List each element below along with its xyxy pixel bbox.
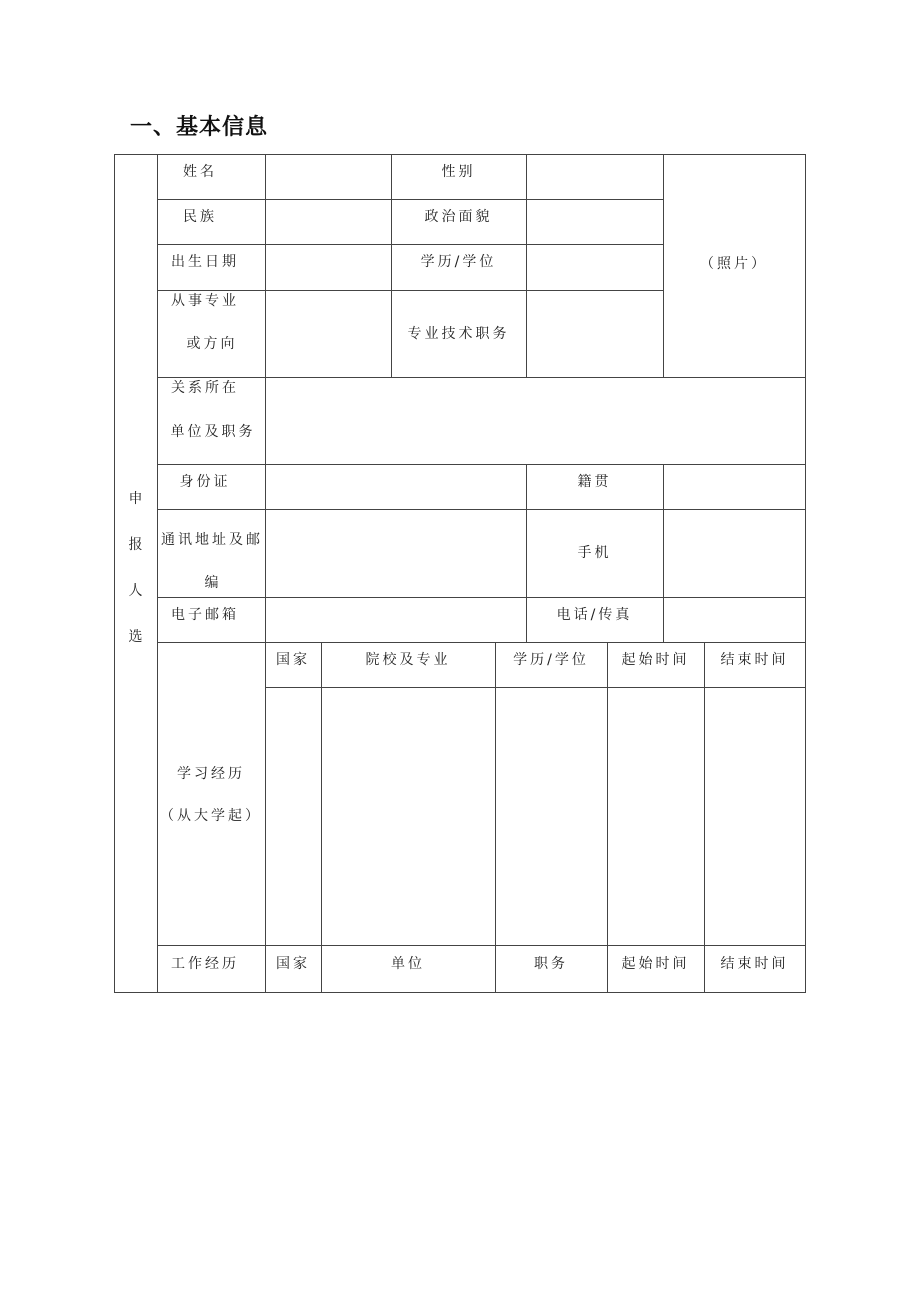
work-col-start: 起始时间 bbox=[621, 956, 690, 972]
label-tech-title: 专业技术职务 bbox=[407, 325, 510, 342]
input-political-status[interactable] bbox=[526, 199, 663, 244]
label-political-status: 政治面貌 bbox=[424, 208, 493, 225]
label-gender: 性别 bbox=[441, 163, 476, 180]
label-ethnicity: 民族 bbox=[183, 208, 217, 225]
label-address-line2: 编 bbox=[204, 575, 222, 591]
input-id-card[interactable] bbox=[265, 464, 526, 509]
photo-cell[interactable] bbox=[663, 154, 805, 377]
input-tech-title[interactable] bbox=[526, 290, 663, 377]
study-col-degree: 学历/学位 bbox=[513, 651, 589, 668]
work-col-country: 国家 bbox=[276, 956, 310, 972]
study-col-country: 国家 bbox=[276, 651, 310, 668]
input-affiliation[interactable] bbox=[265, 377, 805, 464]
label-major-line2: 或方向 bbox=[186, 336, 238, 352]
input-education-degree[interactable] bbox=[526, 244, 663, 290]
photo-label: （照片） bbox=[700, 255, 768, 272]
side-char-3: 人 bbox=[128, 583, 143, 599]
label-name: 姓名 bbox=[183, 163, 217, 180]
label-affiliation-line2: 单位及职务 bbox=[170, 424, 256, 440]
label-phone-fax: 电话/传真 bbox=[556, 606, 633, 623]
input-birth-date[interactable] bbox=[265, 244, 391, 290]
work-col-end: 结束时间 bbox=[720, 956, 789, 972]
study-input-start[interactable] bbox=[607, 687, 704, 945]
label-mobile: 手机 bbox=[577, 545, 612, 561]
input-major[interactable] bbox=[265, 290, 391, 377]
work-col-employer: 单位 bbox=[391, 956, 425, 972]
study-input-country[interactable] bbox=[265, 687, 321, 945]
side-char-2: 报 bbox=[128, 537, 143, 553]
side-char-4: 选 bbox=[128, 629, 143, 645]
input-name[interactable] bbox=[265, 154, 391, 199]
input-mobile[interactable] bbox=[663, 509, 805, 597]
study-col-end: 结束时间 bbox=[720, 651, 789, 668]
study-col-start: 起始时间 bbox=[621, 651, 690, 668]
study-input-end[interactable] bbox=[704, 687, 805, 945]
label-address-line1: 通讯地址及邮 bbox=[161, 532, 263, 548]
side-char-1: 申 bbox=[128, 491, 143, 507]
input-address[interactable] bbox=[265, 509, 526, 597]
label-native-place: 籍贯 bbox=[577, 473, 612, 490]
input-email[interactable] bbox=[265, 597, 526, 642]
label-affiliation-line1: 关系所在 bbox=[171, 380, 239, 396]
label-study-note: （从大学起） bbox=[160, 808, 262, 824]
input-ethnicity[interactable] bbox=[265, 199, 391, 244]
label-id-card: 身份证 bbox=[179, 473, 231, 490]
applicant-side-label bbox=[114, 488, 157, 646]
input-phone-fax[interactable] bbox=[663, 597, 805, 642]
label-email: 电子邮箱 bbox=[171, 606, 239, 623]
label-education-degree: 学历/学位 bbox=[420, 253, 497, 270]
label-birth-date: 出生日期 bbox=[171, 253, 239, 270]
study-input-degree[interactable] bbox=[495, 687, 607, 945]
input-gender[interactable] bbox=[526, 154, 663, 199]
label-major-line1: 从事专业 bbox=[171, 293, 239, 309]
study-input-school-major[interactable] bbox=[321, 687, 495, 945]
label-study-history: 学习经历 bbox=[177, 766, 245, 782]
study-col-school-major: 院校及专业 bbox=[365, 651, 451, 668]
input-native-place[interactable] bbox=[663, 464, 805, 509]
label-work-history: 工作经历 bbox=[171, 956, 239, 972]
section-title: 一、基本信息 bbox=[130, 115, 269, 140]
work-col-position: 职务 bbox=[534, 956, 568, 972]
